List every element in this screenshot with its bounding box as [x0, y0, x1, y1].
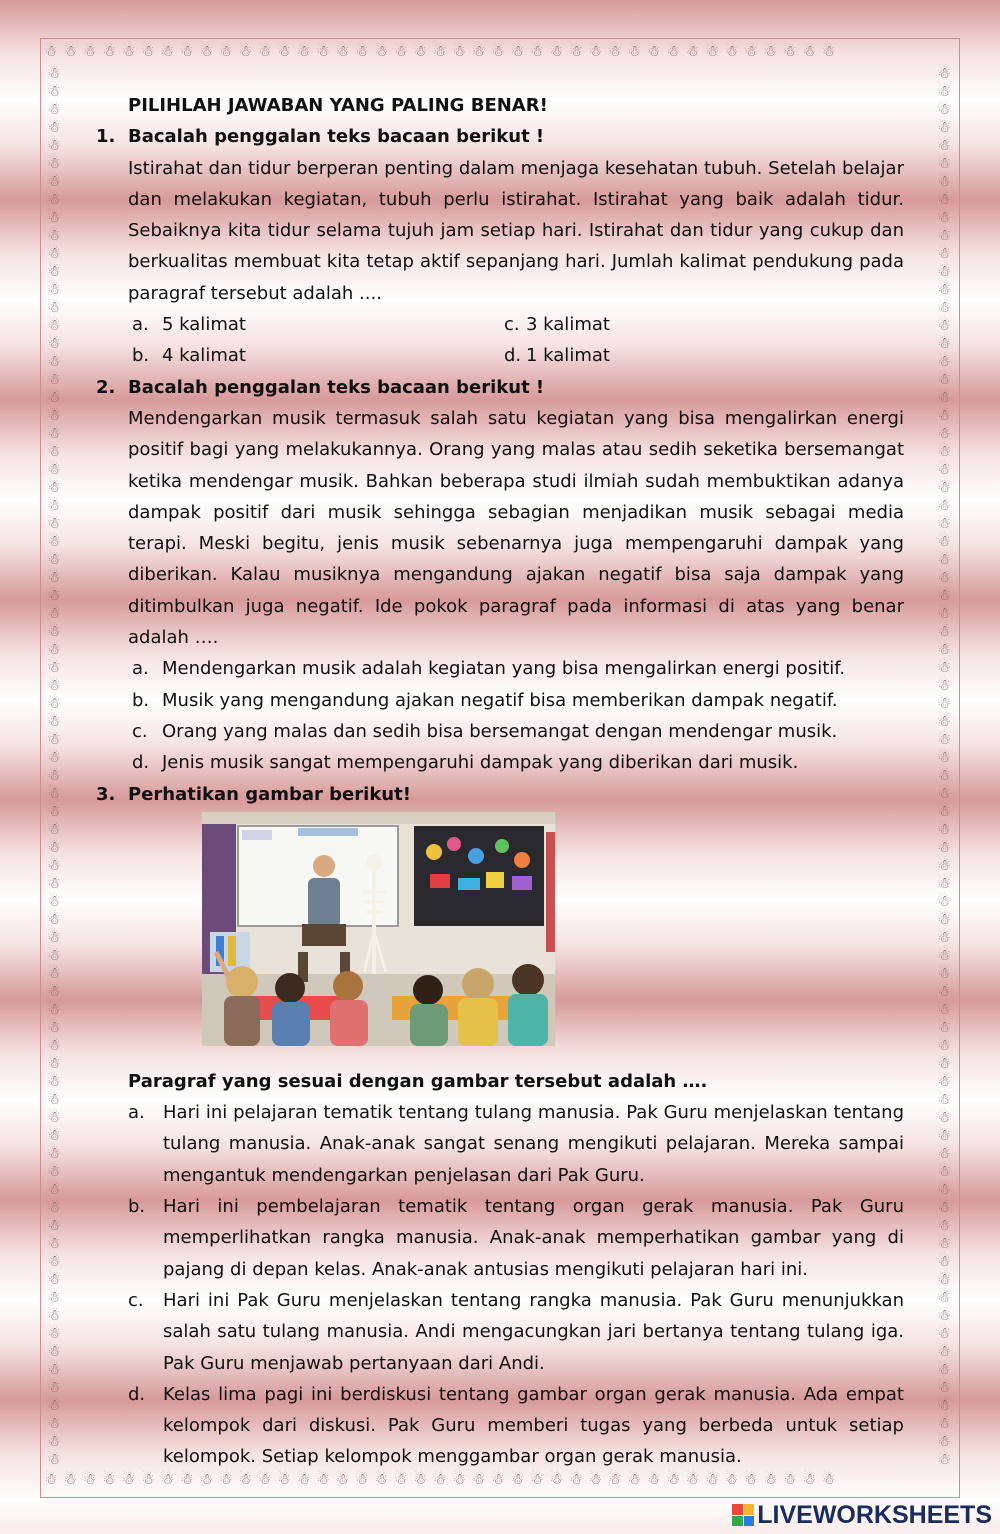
question-2-passage: Mendengarkan musik termasuk salah satu kegiatan yang bisa mengalirkan energi positif bagi yang melakukannya. Orang yang malas atau sedih seketika bersemangat ketika mendengar musik. Bahkan beberapa studi ilmiah sudah membuktikan adanya dampak positif dari musik sehingga sebagian menjadikan musik sebagai media terapi. Meski begitu, jenis musik sebenarnya juga mempengaruhi dampak yang diberikan. Kalau musiknya mengandung ajakan negatif bisa saja dampak yang ditimbulkan juga negatif. Ide pokok paragraf pada informasi di atas yang benar adalah ….: [128, 407, 904, 649]
question-3: [96, 779, 904, 810]
option-text: Mendengarkan musik adalah kegiatan yang bisa mengalirkan energi positif.: [162, 658, 846, 680]
question-1: [96, 121, 904, 152]
option-d[interactable]: [96, 1379, 904, 1473]
option-b[interactable]: [132, 685, 904, 716]
option-letter: c.: [132, 720, 148, 742]
option-text: Musik yang mengandung ajakan negatif bisa memberikan dampak negatif.: [162, 689, 838, 711]
option-letter: d.: [128, 1383, 146, 1405]
question-1-options: [96, 309, 904, 372]
question-prompt: Perhatikan gambar berikut!: [128, 783, 411, 805]
option-c[interactable]: [504, 309, 874, 340]
option-text: 4 kalimat: [162, 345, 246, 367]
question-number: 1.: [96, 126, 116, 148]
option-text: Hari ini pembelajaran tematik tentang organ gerak manusia. Pak Guru memperlihatkan rangka manusia. Anak-anak memperhatikan gambar yang di pajang di depan kelas. Anak-anak antusias mengikuti pelajaran hari ini.: [163, 1196, 904, 1280]
option-letter: b.: [132, 345, 150, 367]
option-a[interactable]: [132, 309, 504, 340]
option-letter: a.: [132, 314, 149, 336]
option-text: 5 kalimat: [162, 314, 246, 336]
border-decoration-right: ☃☃☃☃☃☃☃☃☃☃☃☃☃☃☃☃☃☃☃☃☃☃☃☃☃☃☃☃☃☃☃☃☃☃☃☃☃☃☃☃☃☃☃☃☃☃☃☃☃☃☃☃☃☃☃☃☃☃☃☃☃☃☃☃☃☃☃☃☃☃☃☃☃☃☃☃☃☃: [937, 64, 951, 1468]
option-c[interactable]: [96, 1285, 904, 1379]
option-d[interactable]: [504, 340, 874, 371]
border-decoration-left: ☃☃☃☃☃☃☃☃☃☃☃☃☃☃☃☃☃☃☃☃☃☃☃☃☃☃☃☃☃☃☃☃☃☃☃☃☃☃☃☃☃☃☃☃☃☃☃☃☃☃☃☃☃☃☃☃☃☃☃☃☃☃☃☃☃☃☃☃☃☃☃☃☃☃☃☃☃☃: [47, 64, 61, 1468]
question-prompt: Bacalah penggalan teks bacaan berikut !: [128, 376, 545, 398]
option-a[interactable]: [132, 653, 904, 684]
option-letter: a.: [128, 1102, 145, 1124]
option-letter: b.: [132, 689, 150, 711]
option-text: 1 kalimat: [526, 345, 610, 367]
question-1-passage: Istirahat dan tidur berperan penting dalam menjaga kesehatan tubuh. Setelah belajar dan melakukan kegiatan, tubuh perlu istirahat. Istirahat yang baik adalah tidur. Sebaiknya kita tidur selama tujuh jam setiap hari. Istirahat dan tidur yang cukup dan berkualitas membuat kita tetap aktif sepanjang hari. Jumlah kalimat pendukung pada paragraf tersebut adalah ....: [128, 157, 904, 304]
option-b[interactable]: [96, 1191, 904, 1285]
question-2-options: [96, 653, 904, 778]
option-text: Orang yang malas dan sedih bisa bersemangat dengan mendengar musik.: [162, 720, 838, 742]
liveworksheets-logo-icon: [732, 1504, 754, 1526]
option-letter: d.: [504, 345, 522, 367]
liveworksheets-brand-text: LIVEWORKSHEETS: [757, 1500, 992, 1529]
question-3-text: Paragraf yang sesuai dengan gambar tersebut adalah ….: [128, 1070, 708, 1092]
option-b[interactable]: [132, 340, 504, 371]
liveworksheets-logo[interactable]: [732, 1500, 992, 1530]
border-decoration-bottom: ☃☃☃☃☃☃☃☃☃☃☃☃☃☃☃☃☃☃☃☃☃☃☃☃☃☃☃☃☃☃☃☃☃☃☃☃☃☃☃☃☃: [44, 1470, 842, 1488]
page-heading: PILIHLAH JAWABAN YANG PALING BENAR!: [128, 95, 548, 116]
option-c[interactable]: [132, 716, 904, 747]
worksheet-content: [96, 90, 904, 1473]
classroom-photo: [202, 812, 555, 1046]
option-letter: a.: [132, 658, 149, 680]
classroom-illustration: [202, 812, 555, 1046]
option-letter: b.: [128, 1196, 146, 1218]
border-decoration-top: ☃☃☃☃☃☃☃☃☃☃☃☃☃☃☃☃☃☃☃☃☃☃☃☃☃☃☃☃☃☃☃☃☃☃☃☃☃☃☃☃☃: [44, 42, 842, 60]
option-text: Hari ini pelajaran tematik tentang tulang manusia. Pak Guru menjelaskan tentang tulang manusia. Anak-anak sangat senang mengikuti pelajaran. Mereka sampai mengantuk mendengarkan penjelasan dari Pak Guru.: [163, 1102, 904, 1186]
question-number: 3.: [96, 783, 116, 805]
question-prompt: Bacalah penggalan teks bacaan berikut !: [128, 126, 545, 148]
option-a[interactable]: [96, 1097, 904, 1191]
option-letter: c.: [128, 1289, 144, 1311]
question-2: [96, 372, 904, 403]
option-text: Hari ini Pak Guru menjelaskan tentang rangka manusia. Pak Guru menunjukkan salah satu tulang manusia. Andi mengacungkan jari bertanya tentang tulang iga. Pak Guru menjawab pertanyaan dari Andi.: [163, 1289, 904, 1374]
question-number: 2.: [96, 376, 116, 398]
option-letter: c.: [504, 314, 520, 336]
option-d[interactable]: [132, 747, 904, 778]
option-text: 3 kalimat: [526, 314, 610, 336]
option-text: Jenis musik sangat mempengaruhi dampak yang diberikan dari musik.: [162, 752, 799, 774]
option-text: Kelas lima pagi ini berdiskusi tentang gambar organ gerak manusia. Ada empat kelompok dari diskusi. Pak Guru memberi tugas yang berbeda untuk setiap kelompok. Setiap kelompok menggambar organ gerak manusia.: [163, 1383, 904, 1468]
option-letter: d.: [132, 752, 150, 774]
